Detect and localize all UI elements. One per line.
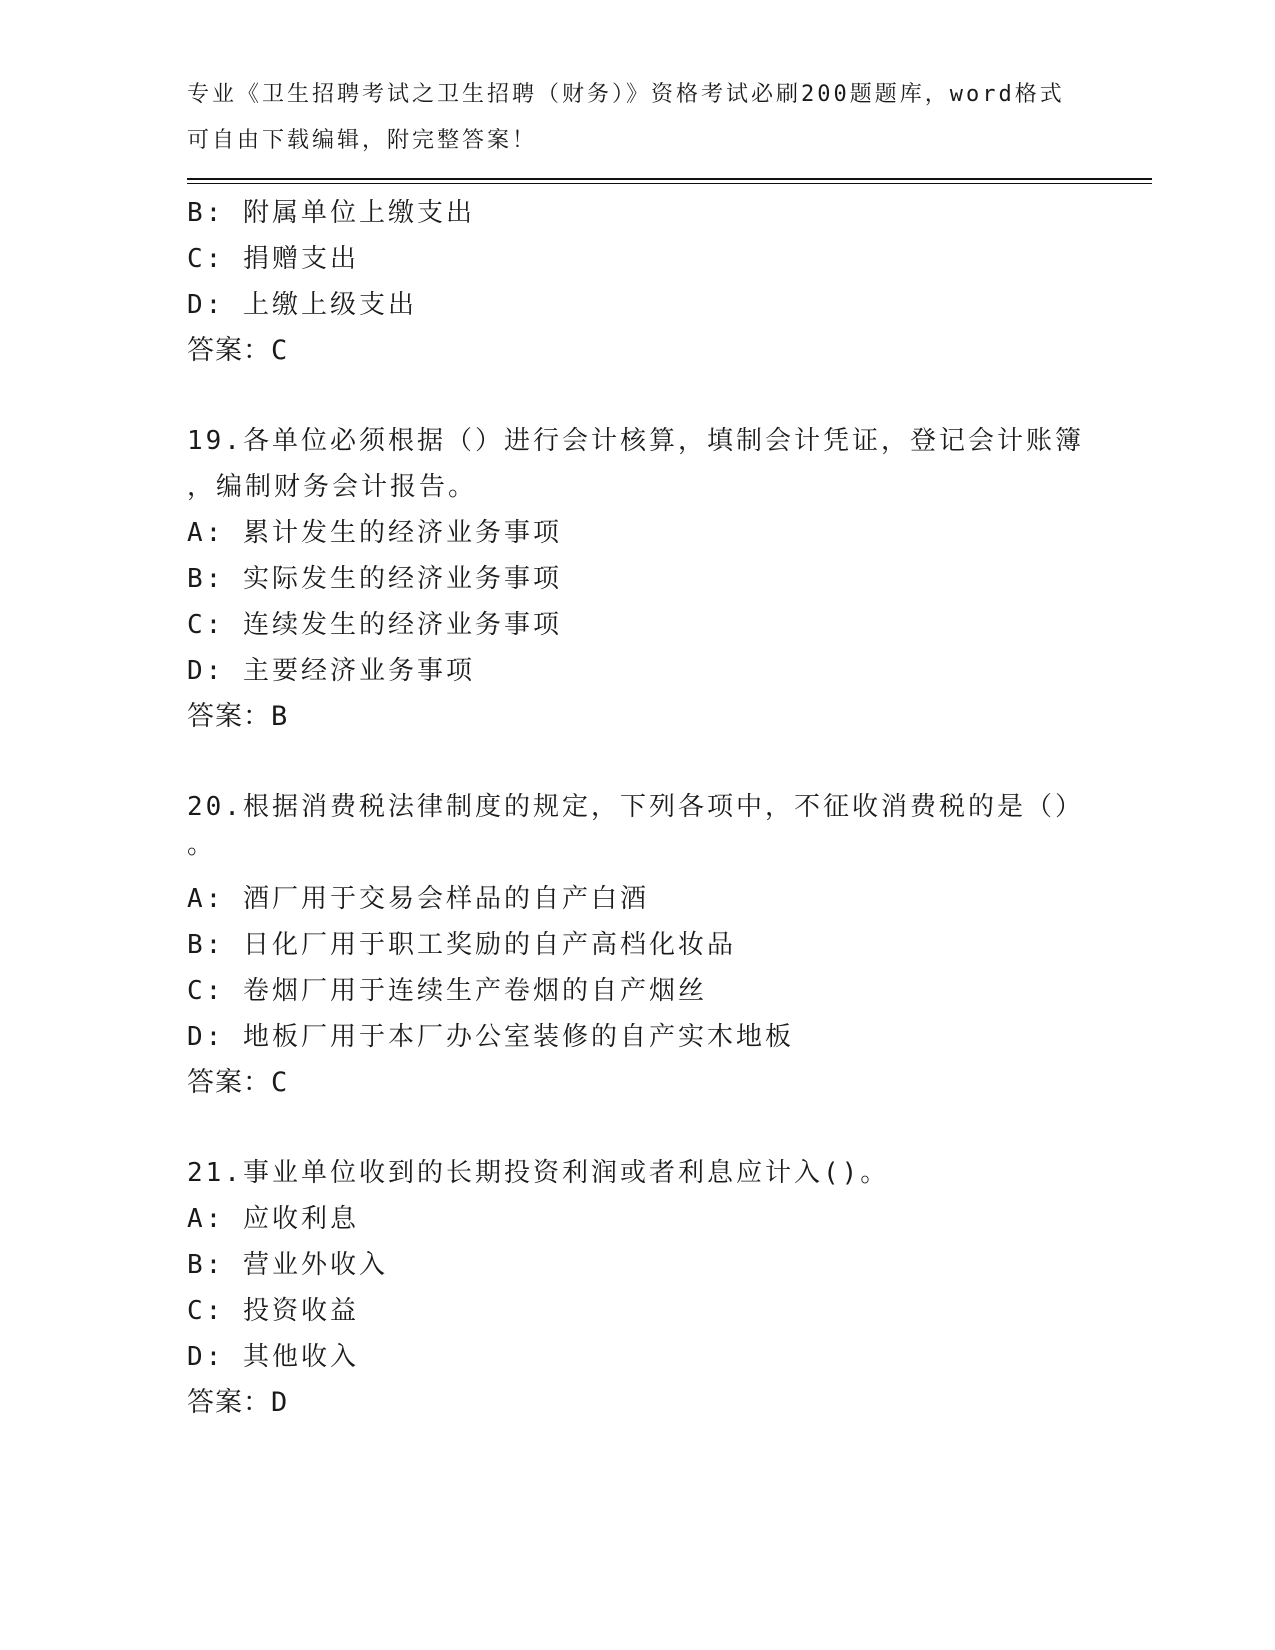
option-c: C: 投资收益 [187,1296,359,1326]
question-stem: 19.各单位必须根据（）进行会计核算，填制会计凭证，登记会计账簿 [187,426,1084,456]
header-line-2: 可自由下载编辑，附完整答案！ [187,128,538,153]
question-stem: 21.事业单位收到的长期投资利润或者利息应计入()。 [187,1158,890,1188]
option-c: C: 捐赠支出 [187,244,359,274]
question-19 [187,418,1087,740]
option-b: B: 营业外收入 [187,1250,388,1280]
answer: 答案：D [187,1387,289,1418]
option-c: C: 卷烟厂用于连续生产卷烟的自产烟丝 [187,976,707,1006]
header-line-1: 专业《卫生招聘考试之卫生招聘（财务）》资格考试必刷200题题库，word格式 [187,82,1065,107]
answer: 答案：C [187,335,289,366]
option-d: D: 其他收入 [187,1342,359,1372]
option-d: D: 主要经济业务事项 [187,656,475,686]
question-list [187,190,1087,1426]
header-rule-thin [187,183,1152,184]
document-header [187,72,1067,164]
option-b: B: 实际发生的经济业务事项 [187,564,562,594]
question-21 [187,1150,1087,1426]
option-d: D: 地板厂用于本厂办公室装修的自产实木地板 [187,1022,794,1052]
question-stem-cont: ，编制财务会计报告。 [187,472,478,502]
option-d: D: 上缴上级支出 [187,290,417,320]
option-a: A: 酒厂用于交易会样品的自产白酒 [187,884,649,914]
question-stem: 20.根据消费税法律制度的规定，下列各项中，不征收消费税的是（） [187,792,1084,822]
question-18-tail [187,190,1087,374]
header-rule-thick [187,178,1152,180]
question-stem-cont: 。 [187,830,217,860]
option-b: B: 日化厂用于职工奖励的自产高档化妆品 [187,930,736,960]
option-a: A: 应收利息 [187,1204,359,1234]
question-20 [187,784,1087,1106]
option-b: B: 附属单位上缴支出 [187,198,475,228]
answer: 答案：B [187,701,289,732]
option-c: C: 连续发生的经济业务事项 [187,610,562,640]
answer: 答案：C [187,1067,289,1098]
option-a: A: 累计发生的经济业务事项 [187,518,562,548]
